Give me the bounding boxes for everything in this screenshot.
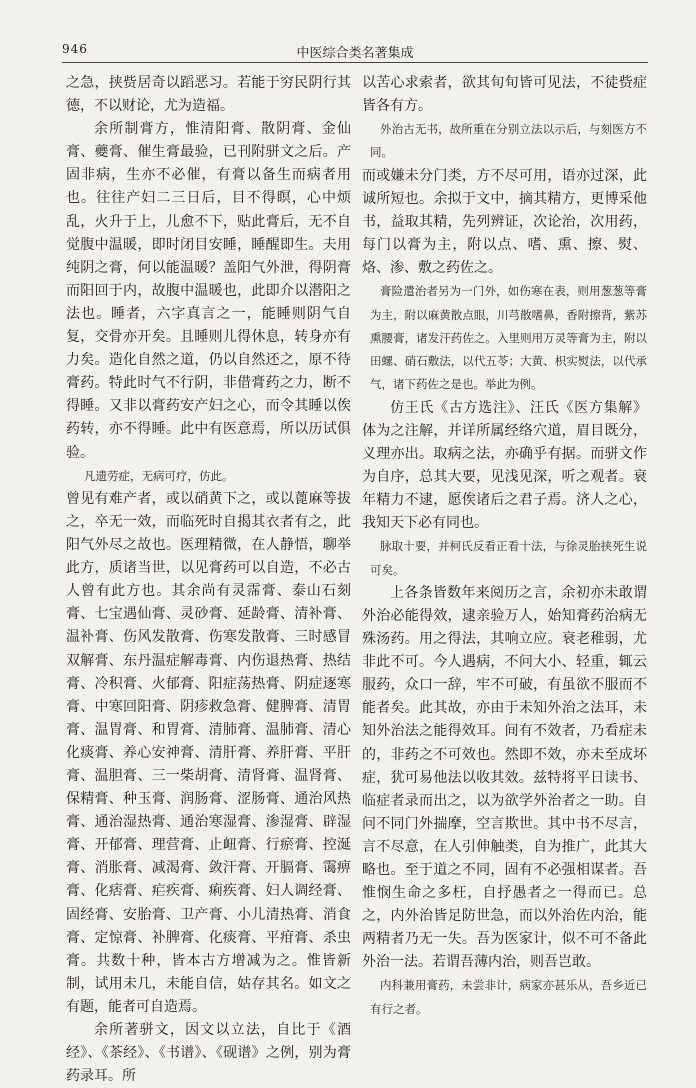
body-paragraph: 上各条皆数年来阅历之言，余初亦未敢谓外治必能得效，逮亲验万人，始知膏药治病无殊汤药。用之得法，其响立应。衰老稚弱，尤非此不可。今人遇病，不问大小、轻重，辄云服药，众口一辞，牢不可破，有虽欲不服而不能者矣。此其故，亦由于未知外治之法耳，未知外治法之能得效耳。间有不效者，乃看症未的，非药之不可效也。然即不效，亦未至成坏症，犹可易他法以收其效。兹特将平日读书、临症者录而出之，以为欲学外治者之一助。自问不同门外揣摩，空言欺世。其中书不尽言，言不尽意，在人引伸触类，自为推广，此其大略也。至于道之不同，固有不必强相谋者。吾惟悯生命之多枉，自抒愚者之一得而已。总之，内外治皆足防世急，而以外治佐内治，能两精者乃无一失。吾为医家计，似不可不备此外治一法。若谓吾薄内治，则吾岂敢。: [362, 584, 647, 971]
annotation-note: 凡遗劳症，无病可疗，仿此。: [84, 468, 234, 483]
body-paragraph: 仿王氏《古方选注》、汪氏《医方集解》体为之注解，并详所属经络穴道，眉目既分，义理亦出。取病之法，亦确乎有据。而骈文作为自序，总其大要，见浅见深，听之观者。衰年精力不逮，愿俟诸后之君子焉。济人之心，我知天下必有同也。: [362, 399, 647, 532]
book-title: 中医综合类名著集成: [296, 46, 414, 61]
annotation-note: 脉取十要，并柯氏反看正看十法，与徐灵胎挟死生说可矣。: [370, 539, 647, 577]
body-paragraph: 曾见有难产者，或以硝黄下之，或以蓖麻等拔之，卒无一效，而临死时自揭其衣者有之，此阳气外尽之故也。医理精微，在人静悟，聊举此方，质诸当世，以见膏药可以自造，不必古人曾有此方也。其余尚有灵霈膏、泰山石刻膏、七宝遇仙膏、灵砂膏、延龄膏、清补膏、温补膏、伤风发散膏、伤寒发散膏、三时感冒双解膏、东丹温症解毒膏、内伤退热膏、热结膏、冷积膏、火郁膏、阳症荡热膏、阴症逐寒膏、中寒回阳膏、阴疹救急膏、健脾膏、清胃膏、温胃膏、和胃膏、清肺膏、温肺膏、清心化痰膏、养心安神膏、清肝膏、养肝膏、平肝膏、温胆膏、三一柴胡膏、清肾膏、温肾膏、保精膏、种玉膏、润肠膏、涩肠膏、通治风热膏、通治湿热膏、通治寒湿膏、渗湿膏、辟湿膏、开郁膏、理营膏、止衄膏、行瘀膏、控涎膏、消胀膏、减渴膏、敛汗膏、开膈膏、霭痹膏、化痞膏、疟疾膏、痢疾膏、妇人调经膏、固经膏、安胎膏、卫产膏、小儿清热膏、消食膏、定惊膏、补脾膏、化痰膏、平疳膏、杀虫膏。共数十种，皆本古方增减为之。惟皆新制，试用未几，未能自信，姑存其名。如文之有题，能者可自造焉。: [66, 490, 351, 1015]
body-paragraph: 之急，挟赀居奇以蹈恶习。若能于穷民阴行其德，不以财论，尤为造福。: [66, 75, 351, 115]
body-paragraph: 以苦心求索者，欲其旬旬皆可见法，不徒赀症皆各有方。: [362, 75, 647, 115]
annotation-note: 膏险遣治者另为一门外，如伤寒在表，则用葱葱等膏为主，附以麻黄散点眼，川芎散嗜鼻，香附擦背，紫苏熏腰膏，诸发汗药佐之。入里则用万灵等膏为主，附以田螺、硝石敷法，以代五苓；大黄、枳实熨法，以代承气，诸下药佐之是也。举此为例。: [370, 284, 647, 392]
page-header: [62, 42, 648, 62]
header-rule: [62, 62, 648, 63]
left-column: [66, 72, 351, 1088]
body-paragraph: 余所著骈文，因文以立法，自比于《酒经》、《茶经》、《书谱》、《砚谱》之例，别为膏药录耳。所: [66, 1022, 351, 1085]
page-number: 946: [62, 42, 88, 56]
body-paragraph: 余所制膏方，惟清阳膏、散阴膏、金仙膏、夔膏、催生膏最验，已刊附骈文之后。产固非病，生亦不必催，有膏以备生而病者用也。往往产妇二三日后，目不得瞑，心中烦乱，火升于上，儿愈不下，贴此膏后，无不自觉腹中温暖，即时闭目安睡，睡醒即生。夫用纯阴之膏，何以能温暖？盖阳气外泄，得阴膏而阳回于内，故腹中温暖也，此即介以潜阳之法也。睡者，六字真言之一，能睡则阴气自复，交骨亦开矣。且睡则儿得休息，转身亦有力矣。造化自然之道，仍以自然还之，原不待膏药。特此时气不行阴，非借膏药之力，断不得睡。又非以膏药安产妇之心，而令其睡以俟药转，亦不得睡。此中有医意焉，所以历试俱验。: [66, 121, 351, 461]
right-column: [362, 72, 647, 1021]
annotation-note: 外治古无书，故所重在分别立法以示后，与刻医方不同。: [370, 122, 647, 160]
annotation-note: 内科兼用膏药，未尝非计，病家亦甚乐从，吾乡近已有行之者。: [370, 978, 647, 1016]
body-paragraph: 而或嫌未分门类，方不尽可用，语亦过深，此诚所短也。余拟于文中，摘其精方，更博采他书，益取其精，先列辨证，次论治，次用药，每门以膏为主，附以点、嗜、熏、擦、熨、烙、渗、敷之药佐之。: [362, 167, 647, 277]
